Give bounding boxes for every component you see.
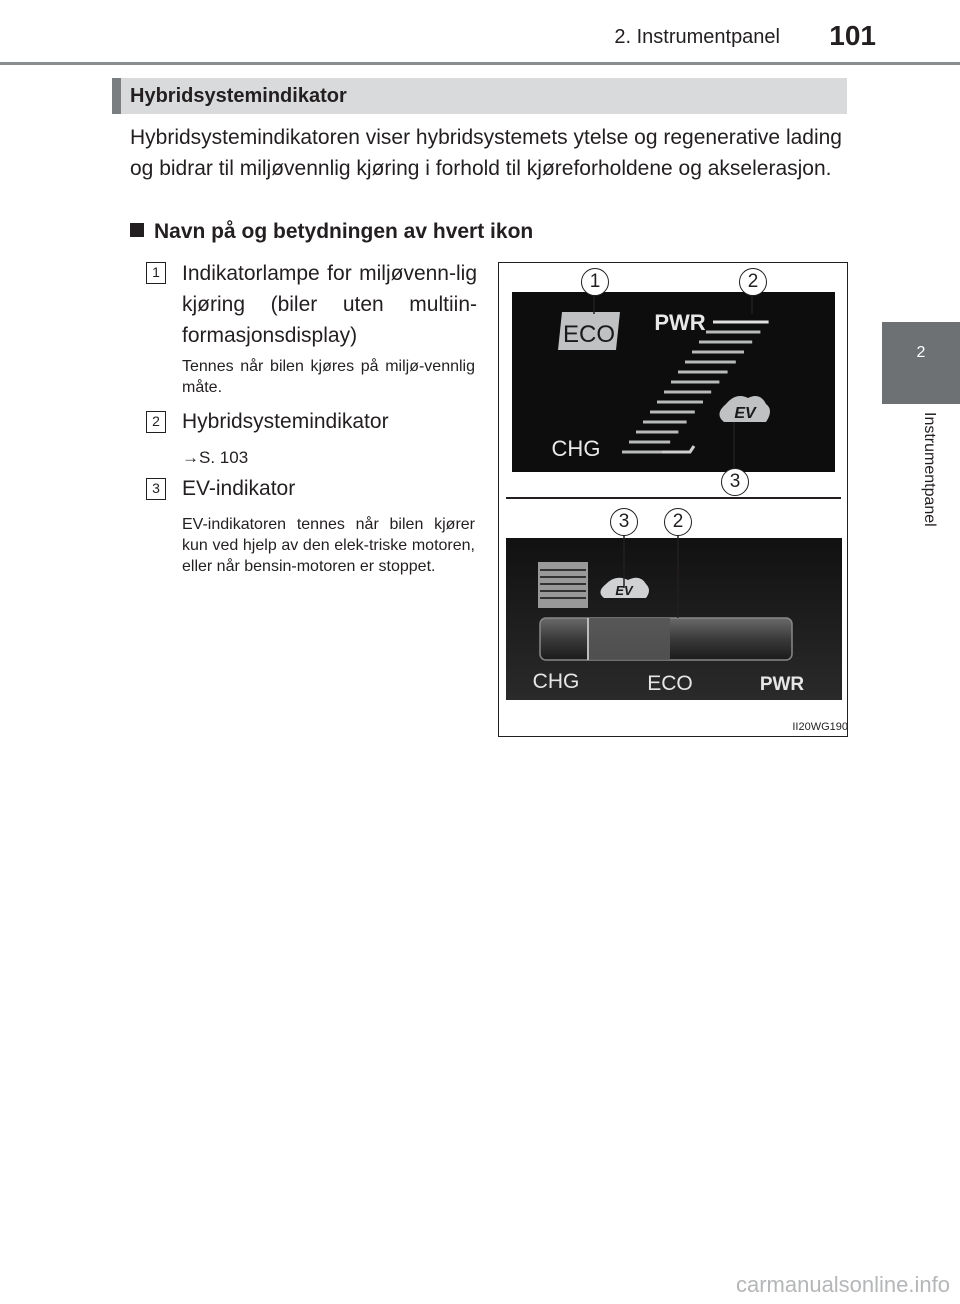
figure-code: II20WG190: [792, 721, 848, 733]
top-callout-lines: [498, 262, 848, 502]
chapter-tab-label: Instrumentpanel: [921, 412, 938, 527]
item-number-badge: 3: [146, 478, 166, 500]
section-title: Hybridsystemindikator: [130, 85, 347, 107]
item-title: Hybridsystemindikator: [182, 410, 389, 433]
callout-3: 3: [610, 508, 638, 536]
svg-text:CHG: CHG: [532, 670, 580, 693]
header-section-title: 2. Instrumentpanel: [614, 26, 780, 48]
item-title: Indikatorlampe for miljøvenn-lig kjøring (biler uten multiin-formasjonsdisplay): [182, 262, 477, 347]
svg-text:ECO: ECO: [647, 672, 693, 695]
section-bar-edge: [112, 78, 121, 114]
svg-text:EV: EV: [615, 583, 633, 598]
svg-text:PWR: PWR: [759, 674, 805, 695]
item-reference: →S. 103: [182, 448, 249, 467]
chapter-tab-number: 2: [916, 344, 926, 361]
chapter-tab: [882, 322, 960, 404]
item-description: Tennes når bilen kjøres på miljø-vennlig måte.: [182, 358, 475, 396]
section-title-bar: [112, 78, 847, 114]
watermark: carmanualsonline.info: [735, 1272, 950, 1297]
item-title: EV-indikator: [182, 477, 296, 500]
callout-1: 1: [581, 268, 609, 296]
item-number-badge: 1: [146, 262, 166, 284]
item-description: EV-indikatoren tennes når bilen kjører kun ved hjelp av den elek-triske motoren, eller når bensin-motoren er stoppet.: [182, 516, 475, 575]
svg-text:CHG: CHG: [551, 436, 601, 461]
svg-text:PWR: PWR: [654, 310, 706, 335]
header-rule: [0, 62, 960, 65]
callout-2: 2: [739, 268, 767, 296]
svg-text:EV: EV: [734, 405, 756, 422]
subheading-text: Navn på og betydningen av hvert ikon: [154, 220, 534, 243]
callout-3: 3: [721, 468, 749, 496]
item-number-badge: 2: [146, 411, 166, 433]
intro-paragraph: Hybridsystemindikatoren viser hybridsystemets ytelse og regenerative lading og bidrar til miljøvennlig kjøring i forhold til kjøreforholdene og akselerasjon.: [130, 126, 842, 180]
svg-text:ECO: ECO: [562, 321, 616, 348]
page-number: 101: [829, 20, 876, 51]
subheading: [130, 220, 533, 244]
square-bullet-icon: [130, 223, 144, 237]
figure-divider: [506, 497, 841, 499]
callout-2: 2: [664, 508, 692, 536]
